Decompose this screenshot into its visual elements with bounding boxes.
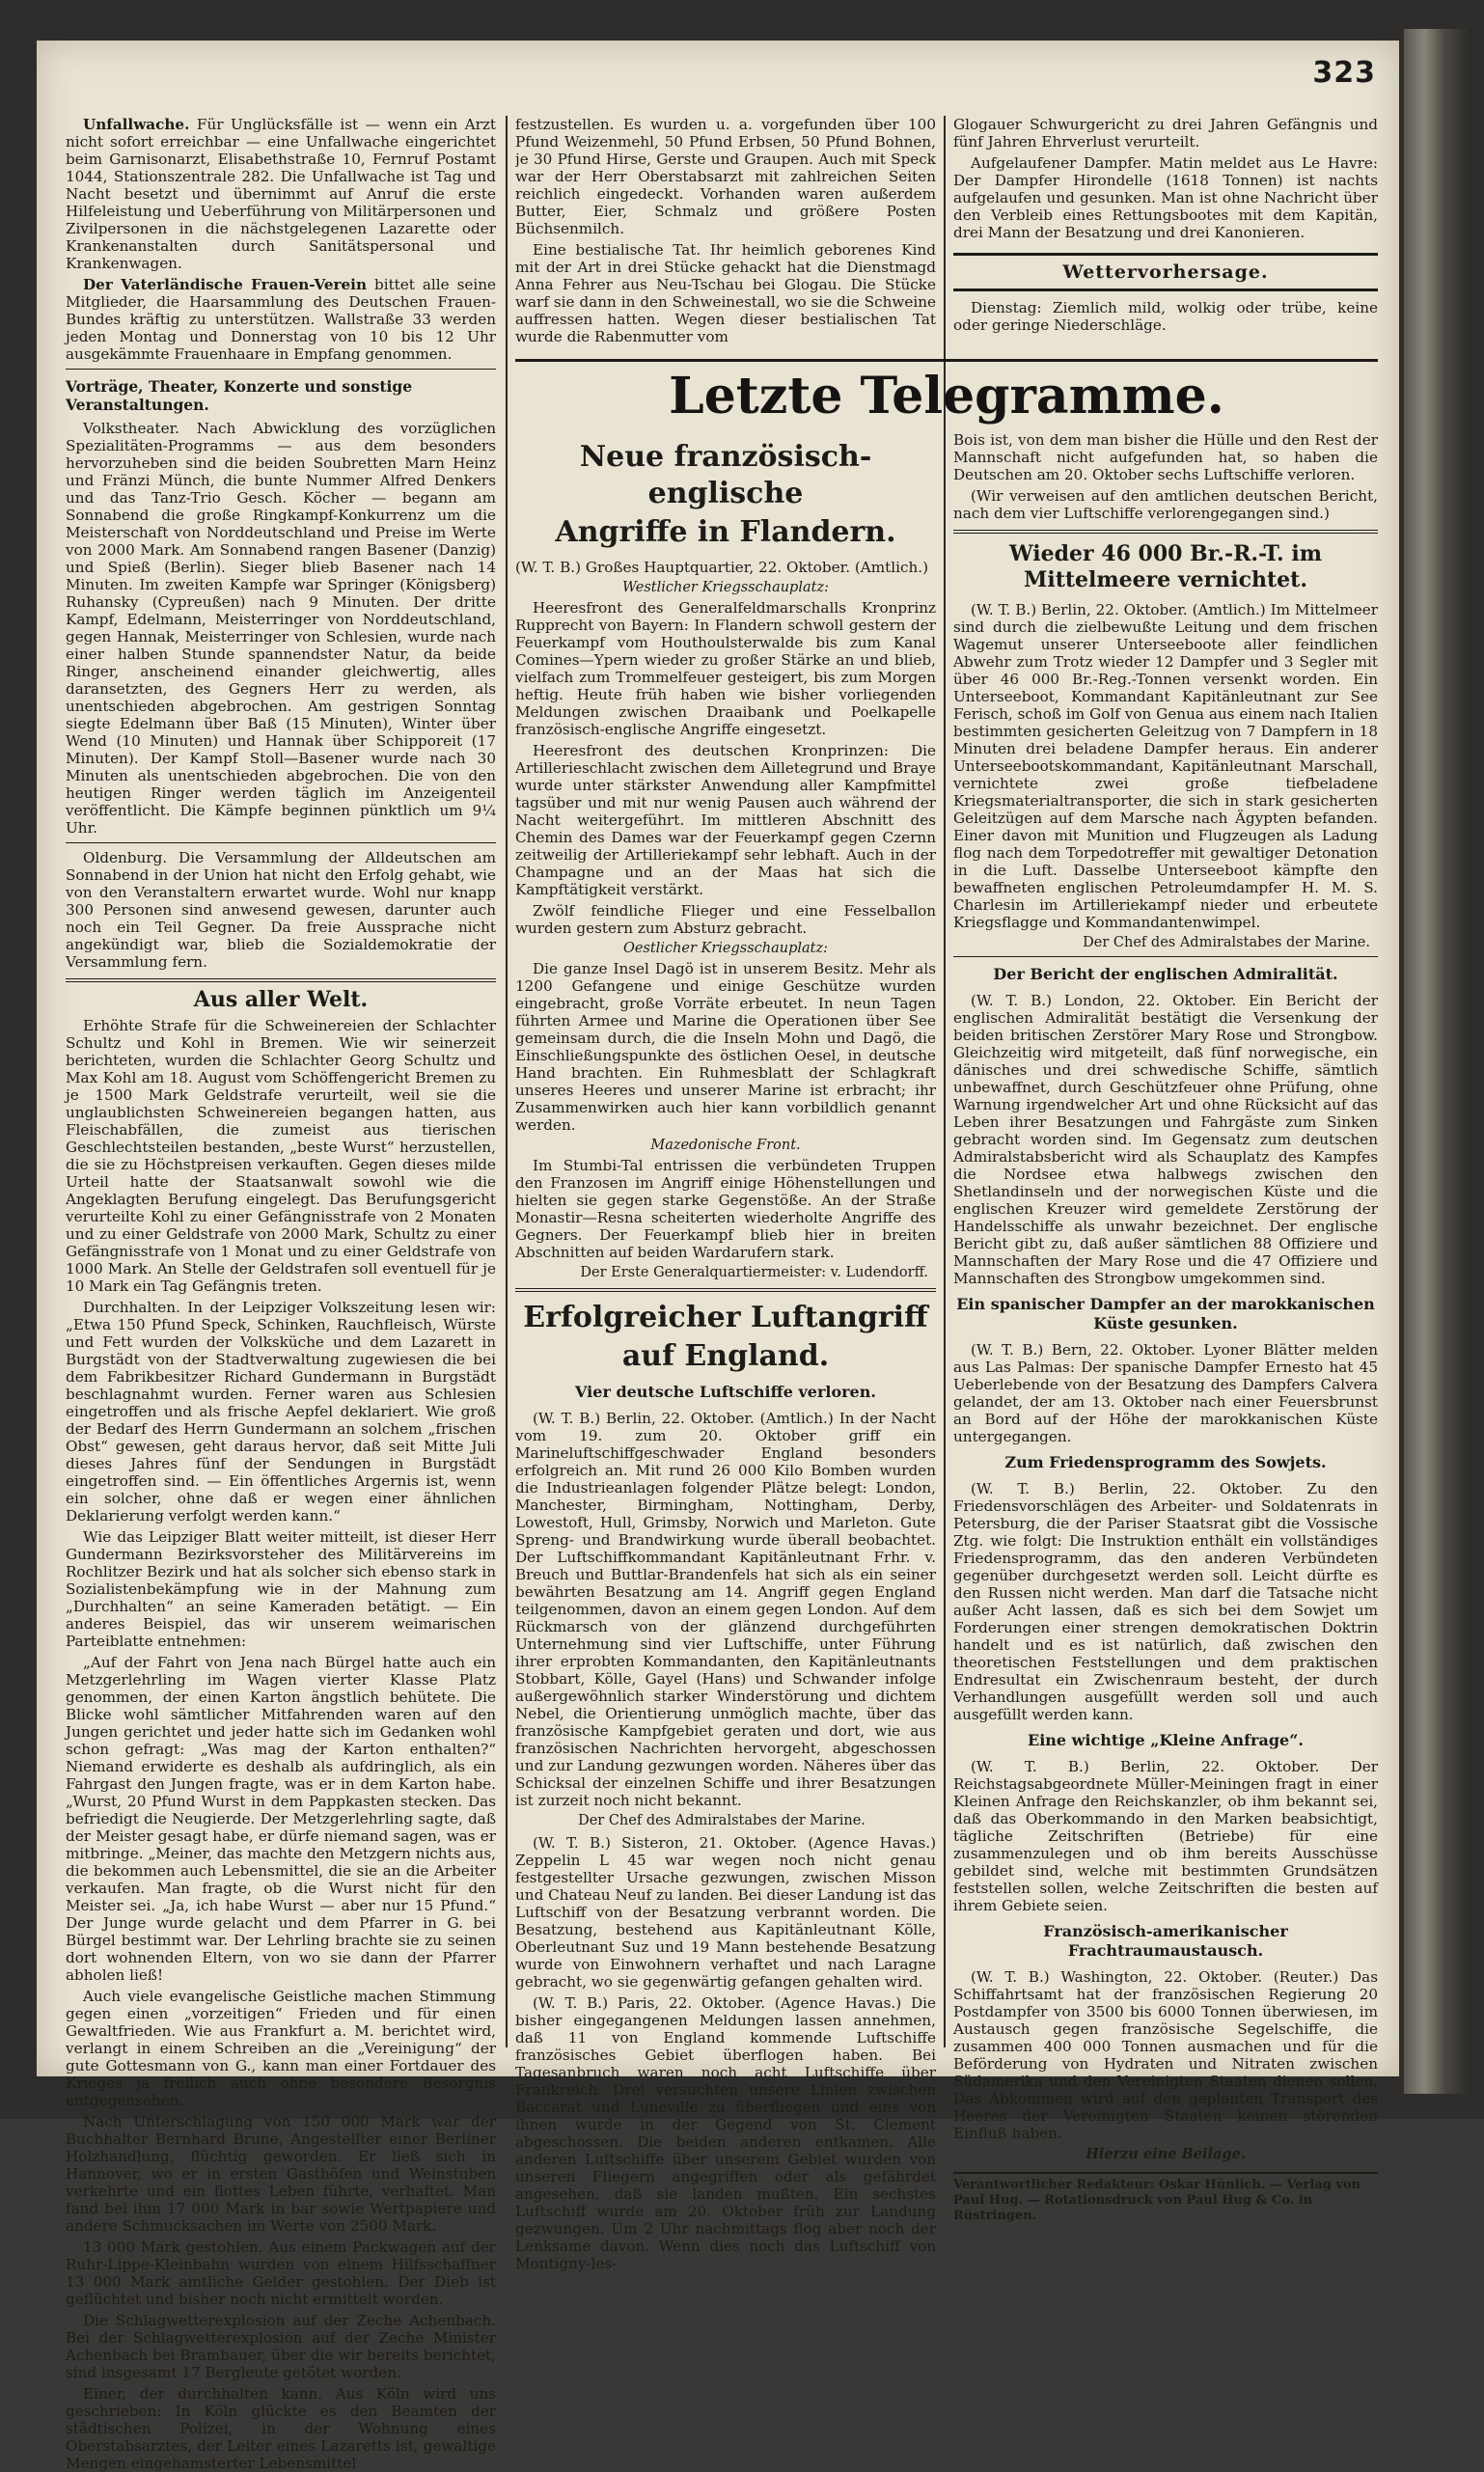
notice-frauenverein: Der Vaterländische Frauen-Verein bittet alle seine Mitglieder, die Haarsammlung des Deutschen Frauen-Bundes kräftig zu unterstützen. Wallstraße 33 werden jeden Montag und Donnerstag von 10 bis 12 Uhr ausgekämmte Frauenhaare in Empfang genommen.	[66, 276, 496, 363]
subheading: Vier deutsche Luftschiffe verloren.	[575, 1383, 876, 1401]
article-paragraph: Heeresfront des deutschen Kronprinzen: Die Artillerieschlacht zwischen dem Ailletegrund und Braye wurde unter stärkster Anwendung aller Kampfmittel tagsüber und mit nur wenig Pausen auch während der Nacht weitergeführt. Im mittleren Abschnitt des Chemin des Dames war der Feuerkampf gegen Czernn zeitweilig der Artilleriekampf sehr lebhaft. Auch in der Champagne und an der Maas hat sich die Kampftätigkeit verstärkt.	[515, 742, 936, 898]
subheading: Mazedonische Front.	[650, 1138, 801, 1153]
article-headline: Der Bericht der englischen Admiralität.	[993, 965, 1338, 983]
column-2	[515, 431, 936, 2272]
article-paragraph: Glogauer Schwurgericht zu drei Jahren Gefängnis und fünf Jahren Ehrverlust verurteilt.	[953, 116, 1378, 151]
article-paragraph: festzustellen. Es wurden u. a. vorgefunden über 100 Pfund Weizenmehl, 50 Pfund Erbsen, 50 Pfund Bohnen, je 30 Pfund Hirse, Gerste und Graupen. Auch mit Speck war der Herr Oberstabsarzt mit zahlreichen Seiten reichlich eingedeckt. Vorhanden waren außerdem Butter, Eier, Schmalz und größere Posten Büchsenmilch.	[515, 116, 936, 237]
article-paragraph: (W. T. B.) London, 22. Oktober. Ein Bericht der englischen Admiralität bestätigt die Versenkung der beiden britischen Zerstörer Mary Rose und Strongbow. Gleichzeitig wird mitgeteilt, daß fünf norwegische, ein dänisches und drei schwedische Schiffe, sämtlich unbewaffnet, durch Geschützfeuer ohne Prüfung, ohne Warnung irgendwelcher Art und ohne Rücksicht auf das Leben ihrer Besatzungen und Fahrgäste zum Sinken gebracht worden sind. Im Gegensatz zum deutschen Admiralstabsbericht wird als Schauplatz des Kampfes die Nordsee etwa halbwegs zwischen den Shetlandinseln und der norwegischen Küste und die englischen Kreuzer wird gemeldete Zerstörung der Handelsschiffe als unwahr bezeichnet. Der englische Bericht gibt zu, daß außer sämtlichen 88 Offiziere und Mannschaften der Mary Rose und die 47 Offiziere und Mannschaften des Strongbow umgekommen sind.	[953, 992, 1378, 1287]
article-headline: Wieder 46 000 Br.-R.-T. im Mittelmeere vernichtet.	[1008, 541, 1323, 592]
article-paragraph: „Auf der Fahrt von Jena nach Bürgel hatte auch ein Metzgerlehrling im Wagen vierter Klasse Platz genommen, der einen Karton ängstlich behütete. Die Blicke wohl sämtlicher Mitfahrenden waren auf den Jungen gerichtet und jeder hatte sich im Gedanken wohl schon gefragt: „Was mag der Karton enthalten?“ Niemand erwiderte es deshalb als aufdringlich, als ein Fahrgast den Jungen fragte, was er in dem Karton habe. „Wurst, 20 Pfund Wurst in dem Pappkasten stecken. Das befriedigt die Neugierde. Der Metzgerlehrling sagte, daß der Meister gesagt habe, er dürfe niemand sagen, was er mitbringe. „Meiner, das machte den Metzgern nichts aus, die bekommen auch Lebensmittel, die sie an die Arbeiter verkaufen. Man fragte, ob die Wurst nicht für den Meister sei. „Ja, ich habe Wurst — aber nur 15 Pfund.“ Der Junge wurde gelacht und dem Pfarrer in G. bei Bürgel bestimmt war. Der Lehrling brachte sie zu seinen dort wohnenden Eltern, von wo sie dann der Pfarrer abholen ließ!	[66, 1654, 496, 1984]
article-paragraph: Eine bestialische Tat. Ihr heimlich geborenes Kind mit der Art in drei Stücke gehackt hat die Dienstmagd Anna Fehrer aus Neu-Tschau bei Glogau. Die Stücke warf sie dann in den Schweinestall, wo sie die Schweine auffressen hatten. Wegen dieser bestialischen Tat wurde die Rabenmutter vom	[515, 241, 936, 345]
weather-heading: Wettervorhersage.	[953, 253, 1378, 291]
article-paragraph: (W. T. B.) Berlin, 22. Oktober. Der Reichstagsabgeordnete Müller-Meiningen fragt in einer Kleinen Anfrage den Reichskanzler, ob ihm bekannt sei, daß das Oberkommando in den Marken beabsichtigt, tägliche Zeitschriften (Betriebe) für eine zusammenzulegen und ob ihm bereits Ausschüsse gebildet sind, welche mit bestimmten Grundsätzen feststellen sollen, welche Zeitschriften die besten auf ihrem Gebiete seien.	[953, 1758, 1378, 1914]
dateline: (W. T. B.) Großes Hauptquartier, 22. Oktober. (Amtlich.)	[515, 559, 929, 576]
article-paragraph: (W. T. B.) Berlin, 22. Oktober. (Amtlich.) In der Nacht vom 19. zum 20. Oktober griff ein Marineluftschiffgeschwader England besonders erfolgreich an. Mit rund 26 000 Kilo Bomben wurden die Industrieanlagen folgender Plätze belegt: London, Manchester, Birmingham, Nottingham, Derby, Lowestoft, Hull, Grimsby, Norwich und Marleton. Gute Spreng- und Brandwirkung wurde überall beobachtet. Der Luftschiffkommandant Kapitänleutnant Frhr. v. Breuch und Buttlar-Brandenfels hat sich als ein seiner bewährten Besatzung am 14. Angriff gegen England teilgenommen, davon an einem gegen London. Auf dem Rückmarsch von der glänzend durchgeführten Unternehmung sind vier Luftschiffe, unter Führung ihrer erprobten Kommandanten, den Kapitänleutnants Stobbart, Kölle, Gayel (Hans) und Schwander infolge außergewöhnlich starker Winderstörung und dichtem Nebel, die Orientierung unmöglich machte, über das französische Kampfgebiet geraten und dort, wie aus französischen Nachrichten hervorgeht, abgeschossen und zur Landung gezwungen worden. Näheres über das Schicksal der einzelnen Schiffe und ihrer Besatzungen ist zurzeit noch nicht bekannt.	[515, 1410, 936, 1809]
section-heading-veranstaltungen: Vorträge, Theater, Konzerte und sonstige Veranstaltungen.	[66, 377, 413, 414]
article-paragraph: Bois ist, von dem man bisher die Hülle und den Rest der Mannschaft nicht aufgefunden hat, so haben die Deutschen am 20. Oktober sechs Luftschiffe verloren.	[953, 431, 1378, 483]
article-paragraph: (Wir verweisen auf den amtlichen deutschen Bericht, nach dem vier Luftschiffe verlorengegangen sind.)	[953, 487, 1378, 522]
signature: Der Chef des Admiralstabes der Marine.	[1083, 935, 1370, 950]
section-heading-aus-aller-welt: Aus aller Welt.	[193, 987, 369, 1012]
article-headline: Neue französisch-englische	[579, 440, 872, 510]
article-paragraph: (W. T. B.) Paris, 22. Oktober. (Agence Havas.) Die bisher eingegangenen Meldungen lassen annehmen, daß 11 von England kommende Luftschiffe französisches Gebiet überflogen haben. Bei Tagesanbruch waren noch acht Luftschiffe über Frankreich. Drei versuchten unsere Linien zwischen Baccarat und Luneville zu überfliegen und eins von ihnen wurde in der Gegend von St. Clement abgeschossen. Die beiden anderen entkamen. Alle anderen Luftschiffe über unserem Gebiet wurden von unseren Fliegern angegriffen oder als gefährdet angesehen, daß sie landen mußten. Ein sechstes Luftschiff wurde am 20. Oktober früh zur Landung gezwungen. Um 2 Uhr nachmittags flog aber noch der Lenksame davon. Wenn dies noch das Luftschiff von Montigny-les-	[515, 1994, 936, 2272]
article-paragraph: Auch viele evangelische Geistliche machen Stimmung gegen einen „vorzeitigen“ Frieden und für einen Gewaltfrieden. Wie aus Frankfurt a. M. berichtet wird, verlangt in einem Schreiben an die „Vereinigung“ der gute Gottesmann von G., kann man einer Fortdauer des Krieges ja freilich auch ohne besondere Besorgnis entgegensehen.	[66, 1988, 496, 2109]
article-paragraph: Heeresfront des Generalfeldmarschalls Kronprinz Rupprecht von Bayern: In Flandern schwoll gestern der Feuerkampf vom Houthoulsterwalde bis zum Kanal Comines—Ypern wieder zu großer Stärke an und blieb, vielfach zum Trommelfeuer gesteigert, bis zum Morgen heftig. Heute früh haben wie bisher vorliegenden Meldungen zwischen Draaibank und Poelkapelle französisch-englische Angriffe eingesetzt.	[515, 599, 936, 738]
article-paragraph: Erhöhte Strafe für die Schweinereien der Schlachter Schultz und Kohl in Bremen. Wie wir seinerzeit berichteten, wurden die Schlachter Georg Schultz und Max Kohl am 18. August vom Schöffengericht Bremen zu je 1500 Mark Geldstrafe verurteilt, weil sie die unglaublichsten Schweinereien begangen hatten, aus Fleischabfällen, die zumeist aus tierischen Geschlechtsteilen bestanden, „beste Wurst“ herzustellen, die sie zu Höchstpreisen verkauften. Gegen dieses milde Urteil hatte der Staatsanwalt sowohl wie die Angeklagten Berufung eingelegt. Das Berufungsgericht verurteilte Kohl zu einer Gefängnisstrafe von 2 Monaten und zu einer Geldstrafe von 2000 Mark, Schultz zu einer Gefängnisstrafe von 1 Monat und zu einer Geldstrafe von 1000 Mark. An Stelle der Geldstrafen soll eventuell für je 10 Mark ein Tag Gefängnis treten.	[66, 1017, 496, 1295]
article-paragraph: Volkstheater. Nach Abwicklung des vorzüglichen Spezialitäten-Programms — aus dem besonders hervorzuheben sind die beiden Soubretten Marn Heinz und Fränzi Münch, die bunte Nummer Alfred Denkers und das Tanz-Trio Gesch. Köcher — begann am Sonnabend die große Ringkampf-Konkurrenz um die Meisterschaft von Norddeutschland und Preise im Werte von 2000 Mark. Am Sonnabend rangen Basener (Danzig) und Spieß (Berlin). Sieger blieb Basener nach 14 Minuten. Im zweiten Kampfe war Springer (Königsberg) Ruhansky (Cypreußen) nach 9 Minuten. Der dritte Kampf, Edelmann, Meisterringer von Norddeutschland, gegen Hannak, Meisterringer von Schlesien, wurde nach einer halben Stunde spannendster Natur, da beide Ringer, anscheinend einander gleichwertig, alles daransetzten, des Gegners Herr zu werden, als unentschieden abgebrochen. Am gestrigen Sonntag siegte Edelmann über Baß (15 Minuten), Winter über Wend (10 Minuten) und Hannak über Schipporeit (17 Minuten). Der Kampf Stoll—Basener wurde nach 30 Minuten als unentschieden abgebrochen. Die von den heutigen Ringer werden täglich im Anzeigenteil veröffentlicht. Die Kämpfe beginnen pünktlich um 9¼ Uhr.	[66, 420, 496, 837]
supplement-note: Hierzu eine Beilage.	[1086, 2146, 1246, 2162]
article-paragraph: Einer, der durchhalten kann. Aus Köln wird uns geschrieben: In Köln glückte es den Beamten der städtischen Polizei, in der Wohnung eines Oberstabsarztes, der Leiter eines Lazaretts ist, gewaltige Mengen eingehamsterter Lebensmittel	[66, 2385, 496, 2472]
article-headline: Zum Friedensprogramm des Sowjets.	[1004, 1453, 1327, 1471]
newspaper-page	[37, 41, 1399, 2472]
article-paragraph: (W. T. B.) Berlin, 22. Oktober. Zu den Friedensvorschlägen des Arbeiter- und Soldatenrats in Petersburg, die der Pariser Staatsrat gibt die Vossische Ztg. wie folgt: Die Instruktion enthält ein vollständiges Friedensprogramm, das den anderen Verbündeten gegenüber durchgesetzt werden soll. Leicht dürfte es den Russen nicht werden. Man darf die Tatsache nicht außer Acht lassen, daß es sich bei dem Sowjet um Forderungen einer strengen demokratischen Doktrin handelt und es ist natürlich, daß zwischen den theoretischen Feststellungen und dem praktischen Endresultat ein Zwischenraum besteht, der durch Verhandlungen ausgefüllt werden soll und auch ausgefüllt werden kann.	[953, 1480, 1378, 1723]
signature: Der Erste Generalquartiermeister: v. Ludendorff.	[580, 1265, 928, 1280]
article-paragraph: (W. T. B.) Sisteron, 21. Oktober. (Agence Havas.) Zeppelin L 45 war wegen noch nicht genau festgestellter Ursache gezwungen, zwischen Misson und Chateau Neuf zu landen. Bei dieser Landung ist das Luftschiff von der Besatzung verbrannt worden. Die Besatzung, bestehend aus Kapitänleutnant Kölle, Oberleutnant Suz und 19 Mann bestehende Besatzung wurde von Einwohnern verhaftet und nach Laragne gebracht, wo sie gegenwärtig gefangen gehalten wird.	[515, 1834, 936, 1991]
article-headline: Erfolgreicher Luftangriff	[523, 1301, 928, 1334]
article-headline: Französisch-amerikanischer Frachtraumaustausch.	[1043, 1922, 1288, 1960]
article-paragraph: Die ganze Insel Dagö ist in unserem Besitz. Mehr als 1200 Gefangene und einige Geschütze wurden eingebracht, große Vorräte erbeutet. In neun Tagen führten Armee und Marine die Operationen über See gemeinsam durch, die die Inseln Mohn und Dagö, die Einschließungspunkte des östlichen Oesel, in deutsche Hand brachten. Ein Ruhmesblatt der Schlagkraft unseres Heeres und unserer Marine ist erbracht; ihr Zusammenwirken auch hier kann vorbildlich genannt werden.	[515, 960, 936, 1134]
article-paragraph: Zwölf feindliche Flieger und eine Fesselballon wurden gestern zum Absturz gebracht.	[515, 902, 936, 937]
article-headline: auf England.	[621, 1339, 830, 1373]
article-paragraph: 13 000 Mark gestohlen. Aus einem Packwagen auf der Ruhr-Lippe-Kleinbahn wurden von einem Hilfsschaffner 13 000 Mark amtliche Gelder gestohlen. Der Dieb ist geflüchtet und bisher noch nicht ermittelt worden.	[66, 2239, 496, 2308]
page-number: 323	[1312, 56, 1376, 90]
subheading: Westlicher Kriegsschauplatz:	[622, 580, 829, 595]
article-paragraph: (W. T. B.) Berlin, 22. Oktober. (Amtlich.) Im Mittelmeer sind durch die zielbewußte Leitung und dem frischen Wagemut unserer Unterseeboote aller feindlichen Abwehr zum Trotz wieder 12 Dampfer und 3 Segler mit über 46 000 Br.-Reg.-Tonnen versenkt worden. Ein Unterseeboot, Kommandant Kapitänleutnant zur See Ferisch, schoß im Golf von Genua aus einem nach Italien bestimmten gesicherten Geleitzug von 7 Dampfern in 18 Minuten drei beladene Dampfer heraus. Ein anderer Unterseebootskommandant, Kapitänleutnant Marschall, vernichtete zwei große tiefbeladene Kriegsmaterialtransporter, die sich in stark gesicherten Geleitzügen auf dem Marsche nach Ägypten befanden. Einer davon mit Munition und Flugzeugen als Ladung flog nach dem Torpedotreffer mit gewaltiger Detonation in die Luft. Dasselbe Unterseeboot kämpfte den bewaffneten englischen Petroleumdampfer H. M. S. Charlesin im Artilleriekampf nieder und erbeutete Kriegsflagge und Kommandantenwimpel.	[953, 601, 1378, 931]
column-3	[953, 431, 1378, 2223]
notice-unfallwache: Unfallwache. Für Unglücksfälle ist — wenn ein Arzt nicht sofort erreichbar — eine Unfallwache eingerichtet beim Garnisonarzt, Elisabethstraße 10, Fernruf Postamt 1044, Stationszentrale 282. Die Unfallwache ist Tag und Nacht besetzt und übernimmt auf Anruf die erste Hilfeleistung und Ueberführung von Militärpersonen und Zivilpersonen in die nächstgelegenen Lazarette oder Krankenanstalten durch Sanitätspersonal und Krankenwagen.	[66, 116, 496, 272]
column-3-top	[953, 116, 1378, 357]
column-2-top	[515, 116, 936, 357]
imprint: Verantwortlicher Redakteur: Oskar Hünlich. — Verlag von Paul Hug. — Rotationsdruck von Paul Hug & Co. in Rüstringen.	[953, 2172, 1378, 2224]
article-headline: Angriffe in Flandern.	[555, 515, 896, 549]
article-headline: Eine wichtige „Kleine Anfrage“.	[1028, 1731, 1304, 1749]
article-headline: Ein spanischer Dampfer an der marokkanischen Küste gesunken.	[956, 1295, 1375, 1332]
article-paragraph: (W. T. B.) Washington, 22. Oktober. (Reuter.) Das Schiffahrtsamt hat der französischen Regierung 20 Postdampfer von 3500 bis 6000 Tonnen überwiesen, im Austausch gegen französische Segelschiffe, die zusammen 400 000 Tonnen ausmachen und für die Beförderung von Hydraten und Nitraten zwischen Südamerika und den Vereinigten Staaten dienen sollen. Das Abkommen wird auf den geplanten Transport des Heeres der Vereinigten Staaten keinen störenden Einfluß haben.	[953, 1968, 1378, 2142]
weather-text: Dienstag: Ziemlich mild, wolkig oder trübe, keine oder geringe Niederschläge.	[953, 299, 1378, 334]
divider	[515, 1288, 936, 1292]
article-paragraph: Wie das Leipziger Blatt weiter mitteilt, ist dieser Herr Gundermann Bezirksvorsteher des Militärvereins im Rochlitzer Bezirk und hat als solcher sich ebenso stark in Sozialistenbekämpfung wie in der Mahnung zum „Durchhalten“ an seine Kameraden betätigt. — Ein anderes Beispiel, das wir unserem weimarischen Parteiblatte entnehmen:	[66, 1528, 496, 1650]
divider	[66, 842, 496, 843]
article-paragraph: (W. T. B.) Bern, 22. Oktober. Lyoner Blätter melden aus Las Palmas: Der spanische Dampfer Ernesto hat 45 Ueberlebende von der Besatzung des Dampfers Calvera gelandet, der am 13. Oktober nach einer Feuersbrunst an Bord auf der Höhe der marokkanischen Küste untergegangen.	[953, 1341, 1378, 1445]
subheading: Oestlicher Kriegsschauplatz:	[622, 941, 829, 956]
main-headline: Letzte Telegramme.	[515, 359, 1378, 426]
article-paragraph: Durchhalten. In der Leipziger Volkszeitung lesen wir: „Etwa 150 Pfund Speck, Schinken, Rauchfleisch, Würste und Fett wurden der Volksküche und dem Lazarett in Burgstädt von der Stadtverwaltung zugewiesen die bei dem Fabrikbesitzer Richard Gundermann in Burgstädt beschlagnahmt wurden. Ferner waren aus Schlesien eingetroffen und als frische Aepfel deklariert. Wie groß der Bedarf des Herrn Gundermann an solchem „frischen Obst“ gewesen, geht daraus hervor, daß seit Mitte Juli dieses Jahres fünf der Sendungen in Burgstädt eingetroffen sind. — Ein öffentliches Argernis ist, wenn ein solcher, ohne daß er wegen einer ähnlichen Deklarierung verfolgt werden kann.“	[66, 1299, 496, 1524]
signature: Der Chef des Admiralstabes der Marine.	[578, 1813, 866, 1828]
divider	[953, 530, 1378, 534]
article-paragraph: Die Schlagwetterexplosion auf der Zeche Achenbach. Bei der Schlagwetterexplosion auf der Zeche Minister Achenbach bei Brambauer, über die wir bereits berichtet, sind insgesamt 17 Bergleute getötet worden.	[66, 2312, 496, 2381]
divider	[66, 369, 496, 370]
page-binding	[1404, 29, 1471, 2094]
column-rule-1	[506, 116, 508, 2047]
article-paragraph: Aufgelaufener Dampfer. Matin meldet aus Le Havre: Der Dampfer Hirondelle (1618 Tonnen) ist nachts aufgelaufen und gesunken. Man ist ohne Nachricht über den Verbleib eines Rettungsbootes mit dem Kapitän, drei Mann der Besatzung und drei Kanonieren.	[953, 154, 1378, 241]
column-1	[66, 116, 496, 2472]
divider	[66, 978, 496, 982]
article-paragraph: Nach Unterschlagung von 150 000 Mark war der Buchhalter Bernhard Brune, Angestellter einer Berliner Holzhandlung, flüchtig geworden. Er ließ sich in Hannover, wo er in ersten Gasthöfen und Weinstuben verkehrte und ein flottes Leben führte, verhaftet. Man fand bei ihm 17 000 Mark in bar sowie Wertpapiere und andere Schmucksachen im Werte von 2500 Mark.	[66, 2113, 496, 2235]
article-paragraph: Oldenburg. Die Versammlung der Alldeutschen am Sonnabend in der Union hat nicht den Erfolg gehabt, wie von den Veranstaltern erwartet wurde. Wohl nur knapp 300 Personen sind anwesend gewesen, darunter auch noch ein Teil Gegner. Da freie Aussprache nicht angekündigt war, blieb die Sozialdemokratie der Versammlung fern.	[66, 849, 496, 971]
article-paragraph: Im Stumbi-Tal entrissen die verbündeten Truppen den Franzosen im Angriff einige Höhenstellungen und hielten sie gegen starke Gegenstöße. An der Straße Monastir—Resna scheiterten wiederholte Angriffe des Gegners. Der Feuerkampf blieb hier in breiten Abschnitten auf beiden Wardarufern stark.	[515, 1157, 936, 1261]
divider	[953, 956, 1378, 957]
